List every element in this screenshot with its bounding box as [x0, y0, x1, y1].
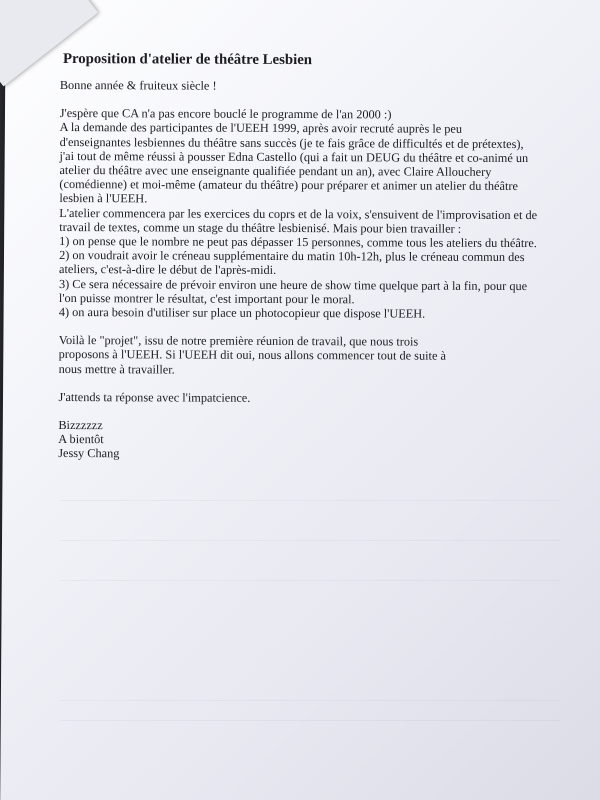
show-through-line [60, 700, 560, 701]
signoff-kisses: Bizzzzzz [58, 418, 103, 433]
list-item-3-cont: l'on puisse montrer le résultat, c'est important pour le moral. [58, 290, 355, 307]
body-line: j'ai tout de même réussi à pousser Edna Castello (qui a fait un DEUG du théâtre et co-animé un [59, 148, 529, 165]
body-line: A la demande des participantes de l'UEEH 1999, après avoir recruté auprès le peu [59, 120, 463, 137]
signature-block [58, 418, 550, 463]
body-line: lesbien à l'UEEH. [59, 191, 148, 206]
list-item-2-cont: ateliers, c'est-à-dire le début de l'après-midi. [59, 262, 277, 278]
list-item-2: 2) on voudrait avoir le créneau supplémentaire du matin 10h-12h, plus le créneau commun des [59, 248, 525, 265]
body-line: atelier du théâtre avec une enseignante qualifiée pendant un an), avec Claire Allouchery [59, 163, 492, 179]
closing-paragraph [59, 333, 551, 378]
closing-line: proposons à l'UEEH. Si l'UEEH dit oui, nous allons commencer tout de suite à [58, 347, 446, 364]
show-through-line [60, 580, 560, 581]
body-line: (comédienne) et moi-même (amateur du théâtre) pour préparer et animer un atelier du théâtre [59, 177, 518, 194]
body-line: J'espère que CA n'a pas encore bouclé le programme de l'an 2000 :) [59, 106, 392, 122]
body-line: L'atelier commencera par les exercices du coprs et de la voix, s'ensuivent de l'improvisation et de [59, 205, 538, 222]
letter [58, 50, 552, 463]
body-line: d'enseignantes lesbiennes du théâtre sans succès (je te fais grâce de difficultés et de prétextes), [59, 134, 524, 151]
show-through-line [60, 540, 560, 541]
signoff-name: Jessy Chang [58, 446, 120, 461]
signoff-farewell: A bientôt [58, 432, 104, 447]
waiting-line: J'attends ta réponse avec l'impatcience. [58, 389, 251, 405]
list-item-4: 4) on aura besoin d'utiliser sur place un photocopieur que dispose l'UEEH. [58, 305, 426, 321]
closing-line: nous mettre à travailler. [58, 361, 175, 377]
list-item-3: 3) Ce sera nécessaire de prévoir environ une heure de show time quelque part à la fin, pour que [58, 276, 528, 293]
show-through-line [60, 720, 560, 721]
list-item-1: 1) on pense que le nombre ne peut pas dépasser 15 personnes, comme tous les ateliers du théâtre. [59, 234, 537, 251]
letter-title: Proposition d'atelier de théâtre Lesbien [62, 51, 313, 69]
letter-body [59, 106, 552, 321]
show-through-line [60, 500, 560, 501]
closing-line: Voilà le "projet", issu de notre première réunion de travail, que nous trois [58, 333, 419, 349]
greeting: Bonne année & fruiteux siècle ! [59, 77, 217, 93]
body-line: travail de textes, comme un stage du théâtre lesbienisé. Mais pour bien travailler : [59, 219, 462, 236]
